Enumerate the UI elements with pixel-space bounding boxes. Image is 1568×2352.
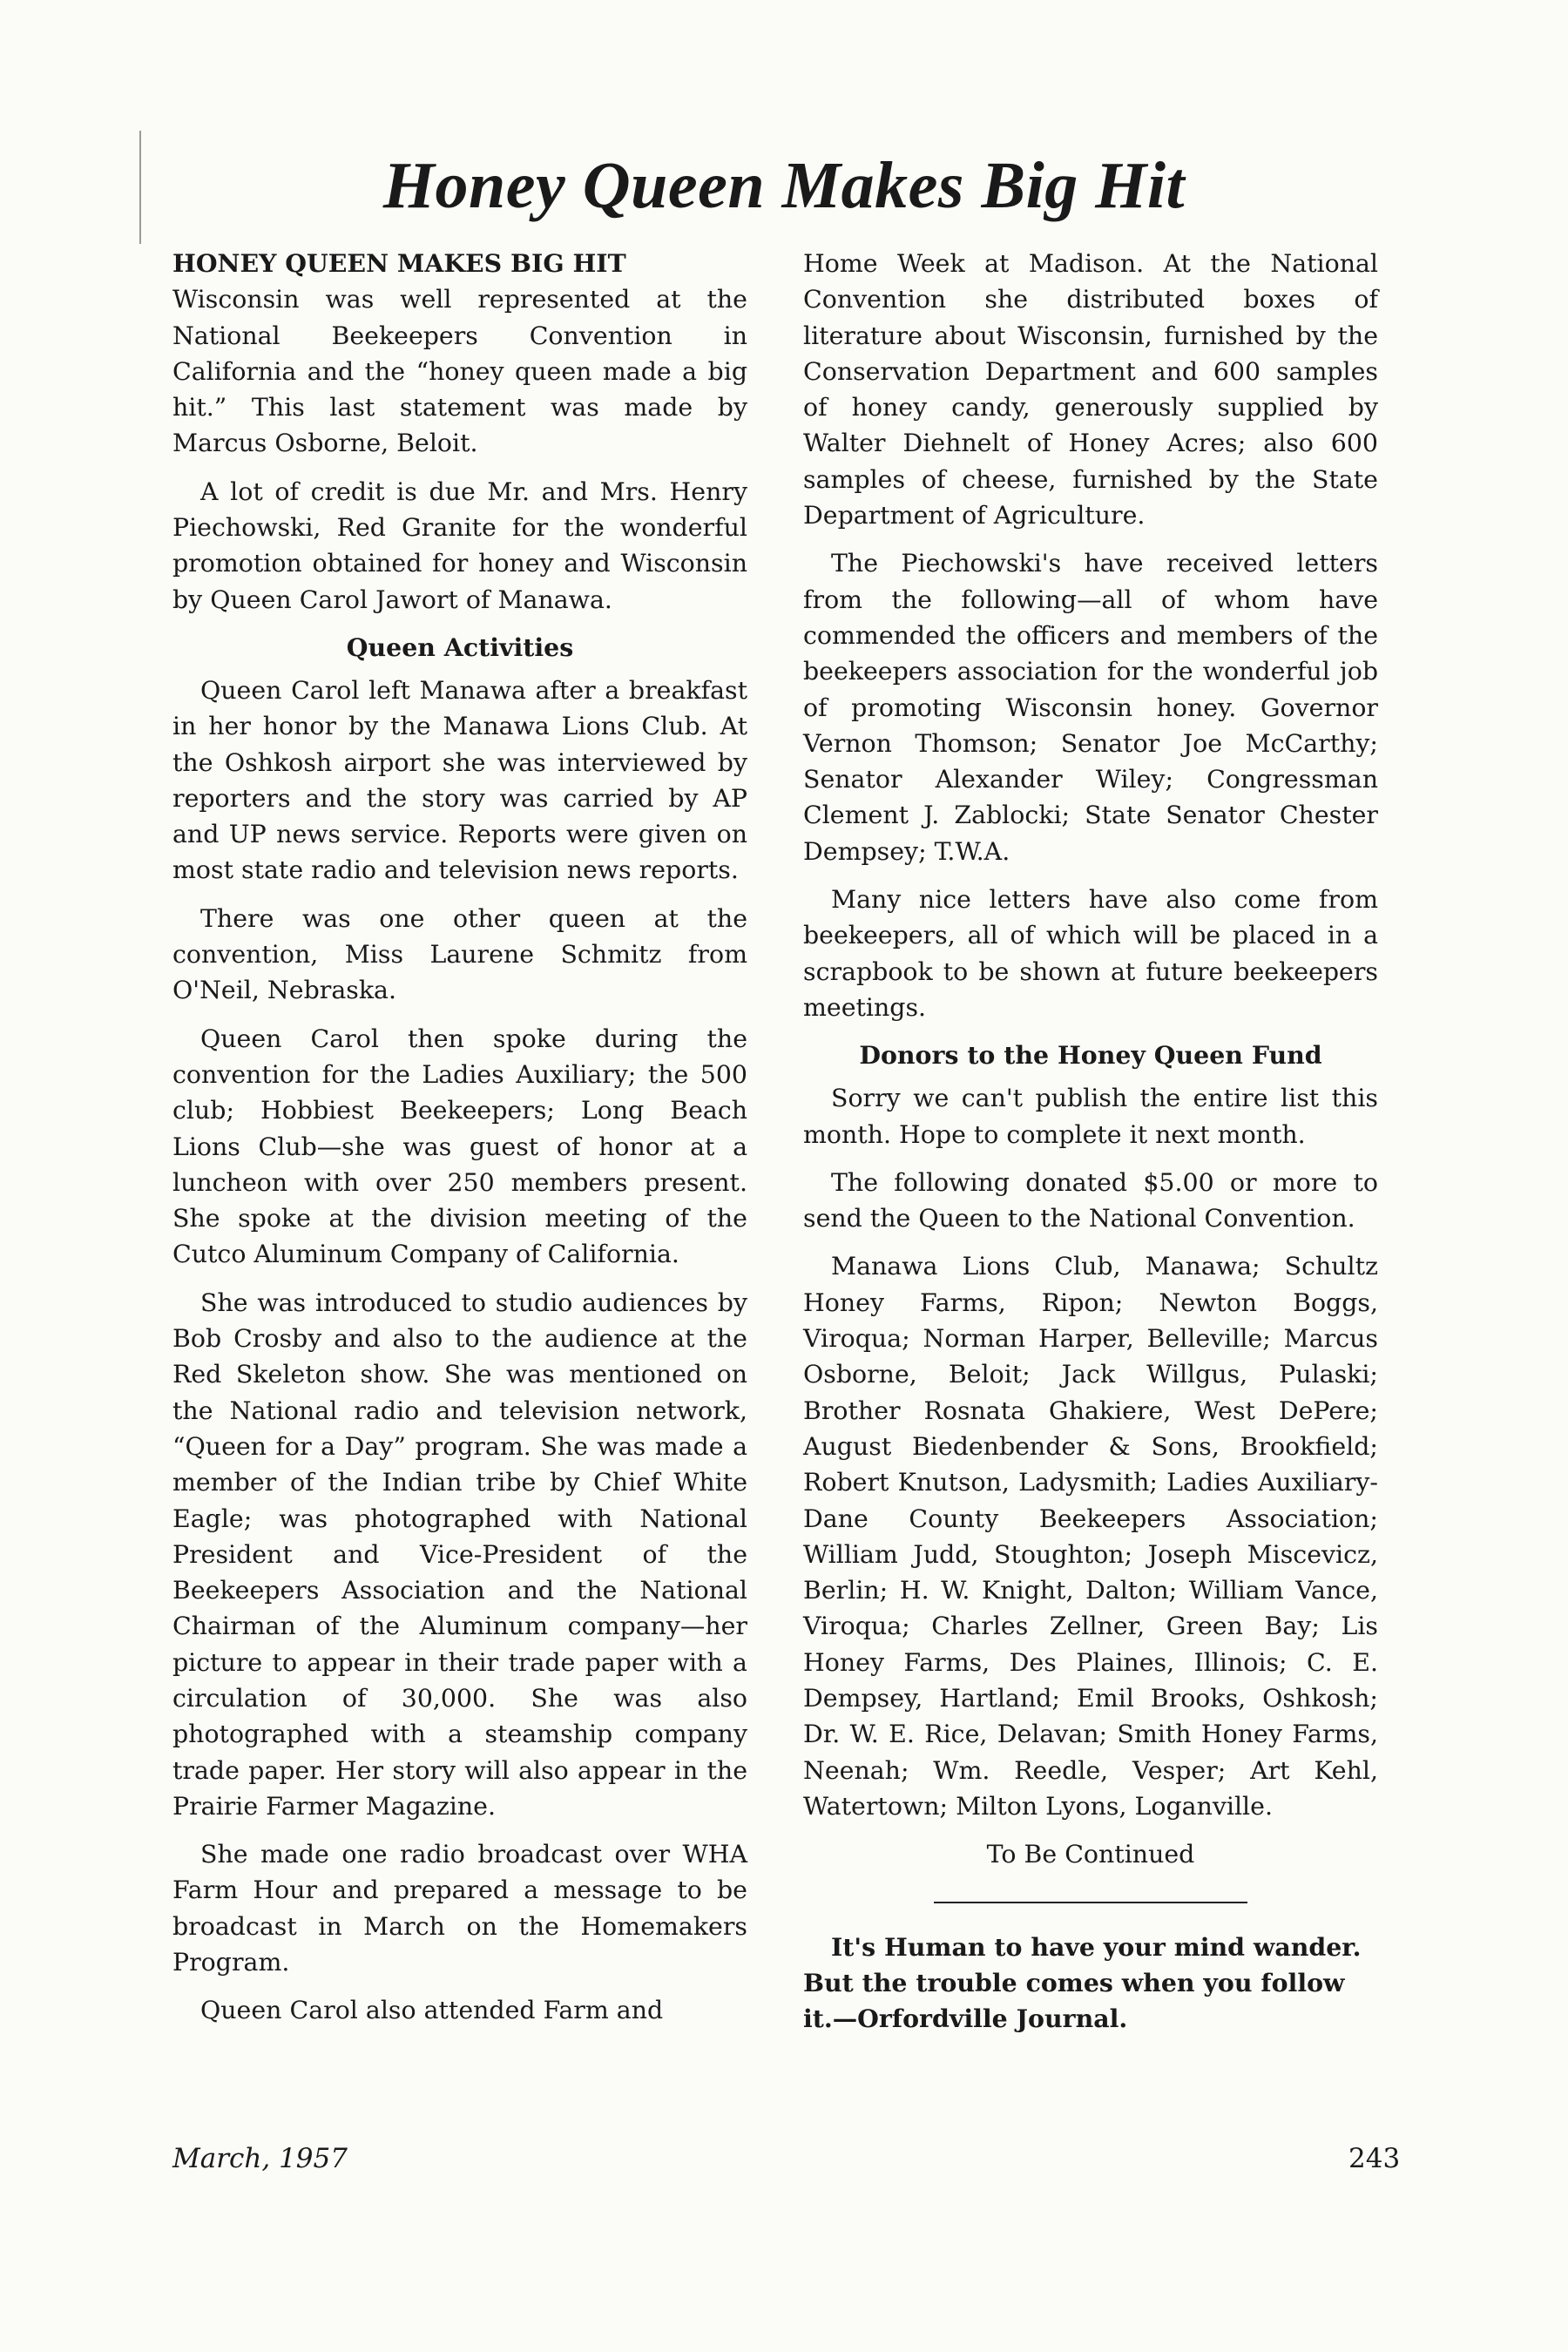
- right-column: [803, 246, 1378, 2049]
- donor-list: Manawa Lions Club, Manawa; Schultz Honey Farms, Ripon; Newton Boggs, Viroqua; Norman Harper, Belleville; Marcus Osborne, Beloit; Jack Willgus, Pulaski; Brother Rosnata Ghakiere, West DePere; August Biedenbender & Sons, Brookfield; Robert Knutson, Ladysmith; Ladies Auxiliary-Dane County Beekeepers Association; William Judd, Stoughton; Joseph Miscevicz, Berlin; H. W. Knight, Dalton; William Vance, Viroqua; Charles Zellner, Green Bay; Lis Honey Farms, Des Plaines, Illinois; C. E. Dempsey, Hartland; Emil Brooks, Oshkosh; Dr. W. E. Rice, Delavan; Smith Honey Farms, Neenah; Wm. Reedle, Vesper; Art Kehl, Watertown; Milton Lyons, Loganville.: [803, 1252, 1378, 1821]
- continuation-paragraph: Home Week at Madison. At the National Convention she distributed boxes of literature about Wisconsin, furnished by the Conservation Department and 600 samples of honey candy, generously supplied by Walter Diehnelt of Honey Acres; also 600 samples of cheese, furnished by the State Department of Agriculture.: [803, 249, 1378, 531]
- to-be-continued: To Be Continued: [986, 1840, 1195, 1869]
- paragraph: There was one other queen at the convention, Miss Laurene Schmitz from O'Neil, Nebraska.: [172, 903, 747, 1005]
- paragraph: She made one radio broadcast over WHA Farm Hour and prepared a message to be broadcast in March on the Homemakers Program.: [172, 1840, 747, 1977]
- page-number: 243: [1348, 2143, 1401, 2174]
- page-title: Honey Queen Makes Big Hit: [382, 149, 1186, 222]
- subhead-queen-activities: Queen Activities: [346, 632, 574, 662]
- subhead-donors: Donors to the Honey Queen Fund: [859, 1040, 1322, 1071]
- left-column: [172, 246, 747, 2041]
- lead-paragraph-text: Wisconsin was well represented at the National Beekeepers Convention in California and the “honey queen made a big hit.” This last statement was made by Marcus Osborne, Beloit.: [172, 285, 747, 458]
- issue-date: March, 1957: [172, 2143, 348, 2174]
- divider: [934, 1902, 1247, 1903]
- paragraph: Queen Carol left Manawa after a breakfast in her honor by the Manawa Lions Club. At the Oshkosh airport she was interviewed by reporters and the story was carried by AP and UP news service. Reports were given on most state radio and television news reports.: [172, 675, 747, 885]
- paragraph: The Piechowski's have received letters from the following—all of whom have commended the officers and members of the beekeepers association for the wonderful job of promoting Wisconsin honey. Governor Vernon Thomson; Senator Joe McCarthy; Senator Alexander Wiley; Congressman Clement J. Zablocki; State Senator Chester Dempsey; T.W.A.: [803, 549, 1378, 866]
- paragraph: A lot of credit is due Mr. and Mrs. Henry Piechowski, Red Granite for the wonderful promotion obtained for honey and Wisconsin by Queen Carol Jawort of Manawa.: [172, 476, 747, 614]
- paragraph: Queen Carol also attended Farm and: [200, 1996, 664, 2025]
- article-headline: HONEY QUEEN MAKES BIG HIT: [172, 248, 626, 278]
- lead-paragraph: [172, 246, 747, 462]
- paragraph: Queen Carol then spoke during the convention for the Ladies Auxiliary; the 500 club; Hobbiest Beekeepers; Long Beach Lions Club—she was guest of honor at a luncheon with over 250 members present. She spoke at the division meeting of the Cutco Aluminum Company of California.: [172, 1024, 747, 1269]
- paragraph: The following donated $5.00 or more to send the Queen to the National Convention.: [803, 1167, 1378, 1233]
- paragraph: Sorry we can't publish the entire list this month. Hope to complete it next month.: [803, 1084, 1378, 1149]
- paragraph: Many nice letters have also come from beekeepers, all of which will be placed in a scrapbook to be shown at future beekeepers meetings.: [803, 885, 1378, 1022]
- paragraph: She was introduced to studio audiences by Bob Crosby and also to the audience at the Red Skeleton show. She was mentioned on the National radio and television network, “Queen for a Day” program. She was made a member of the Indian tribe by Chief White Eagle; was photographed with National President and Vice-President of the Beekeepers Association and the National Chairman of the Aluminum company—her picture to appear in their trade paper with a circulation of 30,000. She was also photographed with a steamship company trade paper. Her story will also appear in the Prairie Farmer Magazine.: [172, 1288, 747, 1821]
- filler-quote: It's Human to have your mind wander. But the trouble comes when you follow it.—Orfordville Journal.: [803, 1932, 1362, 2034]
